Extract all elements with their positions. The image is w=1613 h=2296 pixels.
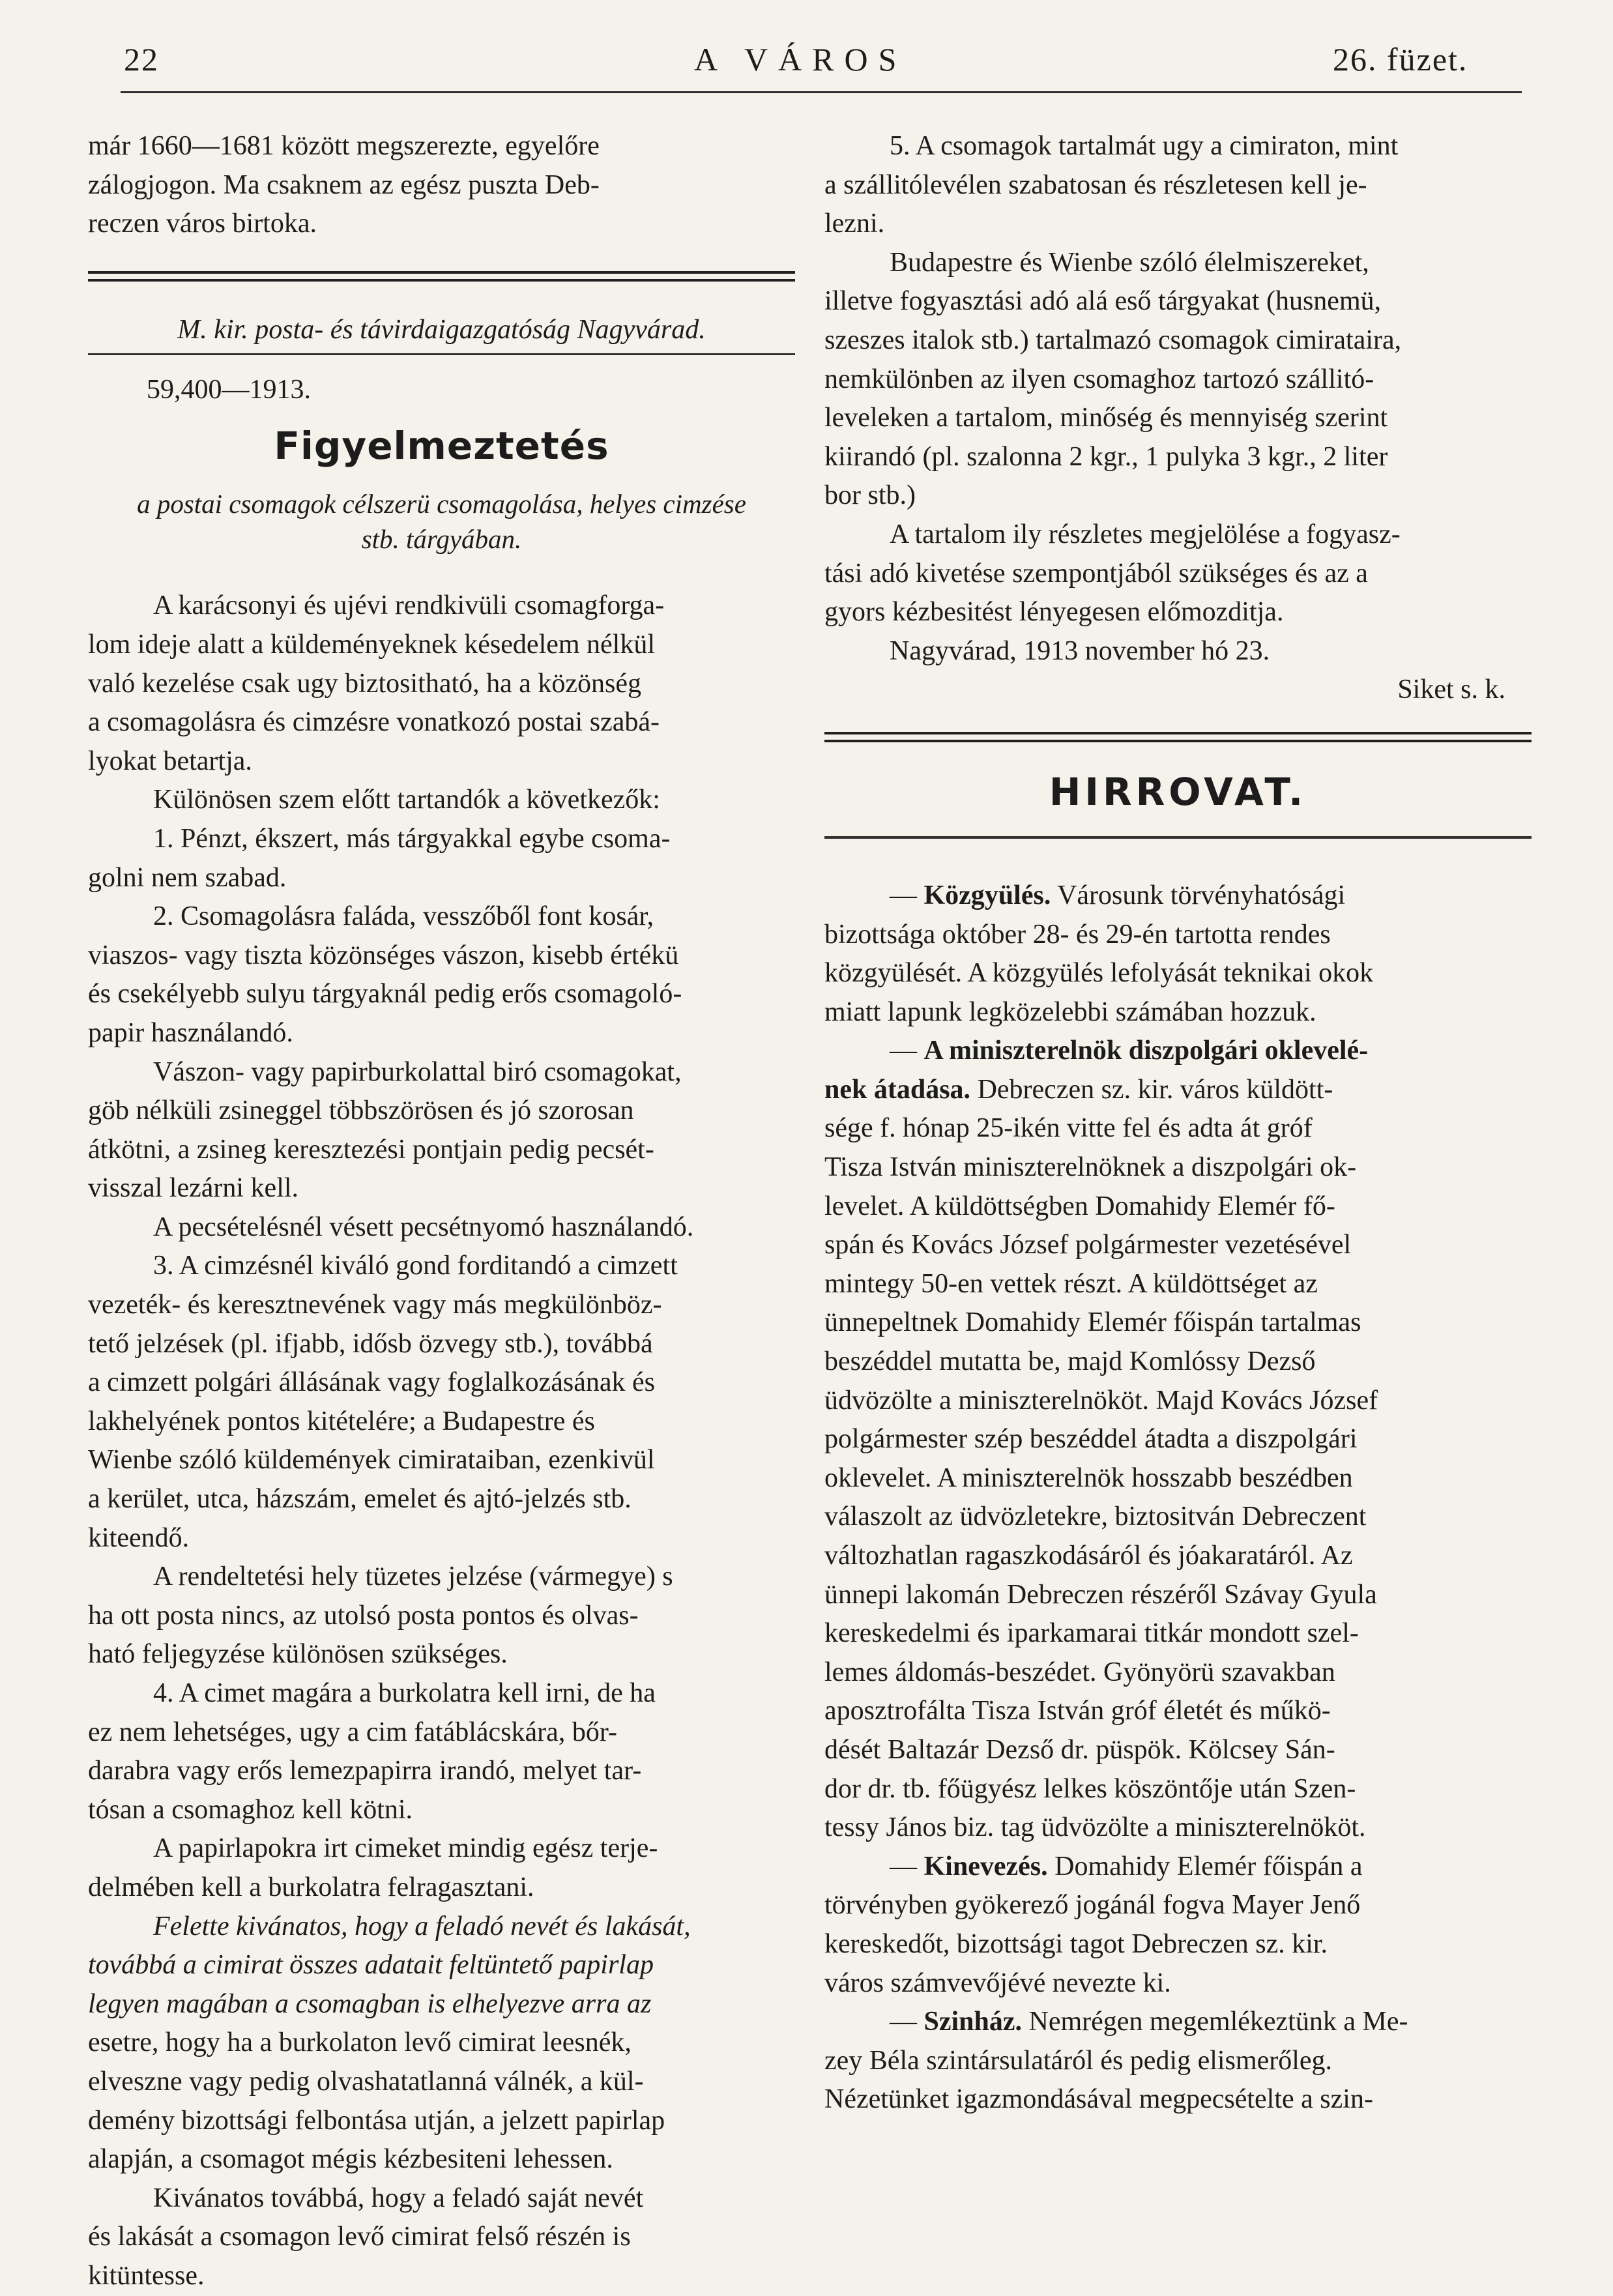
text-line: Wienbe szóló küldemények cimirataiban, ezenkivül bbox=[88, 1445, 655, 1475]
text-line: lakhelyének pontos kitételére; a Budapestre és bbox=[88, 1406, 595, 1436]
notice-headline: Figyelmeztetés bbox=[274, 424, 609, 469]
text-line: bor stb.) bbox=[824, 480, 916, 511]
notice-body bbox=[88, 587, 795, 2295]
double-rule bbox=[88, 271, 795, 283]
text-line: átkötni, a zsineg keresztezési pontjain pedig pecsét- bbox=[88, 1134, 654, 1165]
text-line: tessy János biz. tag üdvözölte a miniszterelnököt. bbox=[824, 1812, 1366, 1843]
text-line: golni nem szabad. bbox=[88, 862, 287, 893]
left-column bbox=[88, 127, 795, 2296]
text-line: a kerület, utca, házszám, emelet és ajtó-jelzés stb. bbox=[88, 1484, 632, 1515]
text-line: elveszne vagy pedig olvashatatlanná válnék, a kül- bbox=[88, 2066, 644, 2097]
notice-paragraph bbox=[88, 897, 795, 1053]
issue-number: 26. füzet. bbox=[1333, 41, 1468, 78]
text-line: zey Béla szintársulatáról és pedig elismerőleg. bbox=[824, 2045, 1333, 2076]
text-line: a cimzett polgári állásának vagy foglalkozásának és bbox=[88, 1367, 655, 1398]
intro-paragraph bbox=[88, 127, 795, 244]
notice-paragraph bbox=[88, 587, 795, 781]
news-title: Közgyülés. bbox=[923, 880, 1051, 910]
text-line: a csomagolásra és cimzésre vonatkozó postai szabá- bbox=[88, 707, 660, 738]
text-line: bizottsága október 28- és 29-én tartotta rendes bbox=[824, 919, 1331, 950]
text-line: sége f. hónap 25-ikén vitte fel és adta át gróf bbox=[824, 1113, 1313, 1144]
text-line: Nézetünket igazmondásával megpecsételte a szin- bbox=[824, 2084, 1373, 2115]
text-line: levelet. A küldöttségben Domahidy Elemér fő- bbox=[824, 1191, 1335, 1221]
text-line: viaszos- vagy tiszta közönséges vászon, kisebb értékü bbox=[88, 940, 679, 970]
institution-rule bbox=[88, 353, 795, 355]
text-line: a szállitólevélen szabatosan és részletesen kell je- bbox=[824, 169, 1367, 200]
section-rule bbox=[824, 732, 1532, 744]
notice-paragraph bbox=[88, 1247, 795, 1558]
notice-paragraph bbox=[824, 127, 1532, 244]
text-line: üdvözölte a miniszterelnököt. Majd Kovács József bbox=[824, 1385, 1378, 1416]
text-line: spán és Kovács József polgármester vezetésével bbox=[824, 1230, 1352, 1260]
text-line: Kivánatos továbbá, hogy a feladó saját nevét bbox=[153, 2183, 644, 2213]
news-title: Kinevezés. bbox=[923, 1851, 1048, 1882]
notice-subtitle bbox=[88, 486, 795, 557]
dateline: Nagyvárad, 1913 november hó 23. bbox=[890, 635, 1270, 666]
intro-line: már 1660—1681 között megszerezte, egyelőre bbox=[88, 131, 600, 161]
text-line: 5. A csomagok tartalmát ugy a cimiraton, mint bbox=[890, 131, 1399, 161]
text-line: polgármester szép beszéddel átadta a diszpolgári bbox=[824, 1424, 1358, 1455]
text-line: 3. A cimzésnél kiváló gond forditandó a cimzett bbox=[153, 1251, 678, 1281]
notice-paragraph bbox=[88, 1558, 795, 1674]
notice-paragraph bbox=[88, 2179, 795, 2296]
text-line: ható feljegyzése különösen szükséges. bbox=[88, 1639, 508, 1670]
news-item: — Közgyülés. Városunk törvényhatósági bizottsága október 28- és 29-én tartotta rendes közgyülését. A közgyülés lefolyását teknikai okok miatt lapunk legközelebbi számában hozzuk. bbox=[824, 880, 1374, 1027]
right-column bbox=[824, 127, 1532, 2119]
text-line: kitüntesse. bbox=[88, 2260, 205, 2291]
text-line: és csekélyebb sulyu tárgyaknál pedig erős csomagoló- bbox=[88, 979, 682, 1010]
notice-paragraph bbox=[824, 244, 1532, 516]
text-line: tási adó kivetése szempontjából szükséges és az a bbox=[824, 558, 1368, 589]
text-line: változhatlan ragaszkodásáról és jóakaratáról. Az bbox=[824, 1541, 1353, 1571]
text-line: delmében kell a burkolatra felragasztani. bbox=[88, 1872, 534, 1902]
text-line: tető jelzések (pl. ifjabb, idősb özvegy stb.), továbbá bbox=[88, 1328, 653, 1359]
text-line: gyors kézbesitést lényegesen előmozditja. bbox=[824, 597, 1284, 628]
notice-paragraph bbox=[88, 1053, 795, 1208]
text-line: ünnepi lakomán Debreczen részéről Szávay Gyula bbox=[824, 1579, 1377, 1610]
text-line: 1. Pénzt, ékszert, más tárgyakkal egybe csoma- bbox=[153, 823, 671, 854]
text-line: miatt lapunk legközelebbi számában hozzuk. bbox=[824, 996, 1316, 1027]
text-line: visszal lezárni kell. bbox=[88, 1173, 299, 1204]
intro-line: zálogjogon. Ma csaknem az egész puszta Deb- bbox=[88, 169, 600, 200]
text-line: 4. A cimet magára a burkolatra kell irni, de ha bbox=[153, 1678, 656, 1708]
text-line: válaszolt az üdvözletekre, biztositván Debreczent bbox=[824, 1502, 1367, 1532]
text-line: legyen magában a csomagban is elhelyezve arra az bbox=[88, 1988, 652, 2019]
notice-paragraph bbox=[88, 1674, 795, 1829]
notice-paragraph bbox=[88, 781, 795, 820]
text-line: ünnepeltnek Domahidy Elemér főispán tartalmas bbox=[824, 1307, 1361, 1338]
text-line: Városunk törvényhatósági bbox=[1057, 880, 1346, 910]
text-line: papir használandó. bbox=[88, 1017, 293, 1048]
text-line: Tisza István miniszterelnöknek a diszpolgári ok- bbox=[824, 1152, 1357, 1183]
news-title: nek átadása. bbox=[824, 1074, 971, 1105]
text-line: Debreczen sz. kir. város küldött- bbox=[977, 1074, 1333, 1105]
text-line: kereskedelmi és iparkamarai titkár mondott szel- bbox=[824, 1618, 1359, 1649]
text-line: lyokat betartja. bbox=[88, 746, 252, 776]
text-line: esetre, hogy ha a burkolaton levő cimirat leesnék, bbox=[88, 2027, 632, 2058]
text-line: kiteendő. bbox=[88, 1522, 190, 1553]
text-line: oklevelet. A miniszterelnök hosszabb beszédben bbox=[824, 1462, 1353, 1493]
intro-line: reczen város birtoka. bbox=[88, 209, 317, 239]
text-line: vezeték- és keresztnevének vagy más megkülönböz- bbox=[88, 1290, 662, 1320]
text-line: göb nélküli zsineggel többszörösen és jó szorosan bbox=[88, 1096, 634, 1126]
text-line: Nemrégen megemlékeztünk a Me- bbox=[1028, 2007, 1408, 2037]
news-item: — A miniszterelnök diszpolgári oklevelé- nek átadása. Debreczen sz. kir. város küldött- sége f. hónap 25-ikén vitte fel és adta át gróf Tisza István miniszterelnöknek a diszpolgári ok- levelet. A küldöttségben Domahidy Elemér fő- spán és Kovács József polgármester vezetésével mintegy 50-en vettek részt. A küldöttséget az ünnepeltnek Domahidy Elemér főispán tartalmas beszéddel mutatta be, majd Komlóssy Dezső üdvözölte a miniszterelnököt. Majd Kovács József polgármester szép beszéddel átadta a diszpolgári oklevelet. A miniszterelnök hosszabb beszédben válaszolt az üdvözletekre, biztositván Debreczent változhatlan ragaszkodásáról és jóakaratáról. Az ünnepi lakomán Debreczen részéről Szávay Gyula kereskedelmi és iparkamarai titkár mondott szel- lemes áldomás-beszédet. Gyönyörü szavakban aposztrofálta Tisza István gróf életét és műkö- dését Baltazár Dezső dr. püspök. Kölcsey Sán- dor dr. tb. főügyész lelkes köszöntője után Szen- tessy János biz. tag üdvözölte a miniszterelnököt. bbox=[824, 1036, 1378, 1843]
text-line: beszéddel mutatta be, majd Komlóssy Dezső bbox=[824, 1346, 1316, 1377]
news-item: — Szinház. Nemrégen megemlékeztünk a Me- zey Béla szintársulatáról és pedig elismerőleg. Nézetünket igazmondásával megpecsételte a szin- bbox=[824, 2007, 1408, 2115]
text-line: A tartalom ily részletes megjelölése a fogyasz- bbox=[890, 519, 1401, 549]
notice-paragraph bbox=[88, 1908, 795, 2179]
text-line: való kezelése csak ugy biztositható, ha a közönség bbox=[88, 668, 642, 699]
text-line: A karácsonyi és ujévi rendkivüli csomagforga- bbox=[153, 590, 665, 621]
text-line: város számvevőjévé nevezte ki. bbox=[824, 1968, 1171, 1998]
text-line: lemes áldomás-beszédet. Gyönyörü szavakban bbox=[824, 1657, 1335, 1687]
subtitle-line: stb. tárgyában. bbox=[361, 524, 522, 555]
text-line: illetve fogyasztási adó alá eső tárgyakat (husnemü, bbox=[824, 286, 1382, 317]
text-line: Domahidy Elemér főispán a bbox=[1054, 1851, 1363, 1882]
reference-number: 59,400—1913. bbox=[147, 374, 311, 405]
text-line: lezni. bbox=[824, 209, 885, 239]
text-line: darabra vagy erős lemezpapirra irandó, melyet tar- bbox=[88, 1756, 642, 1786]
subtitle-line: a postai csomagok célszerü csomagolása, helyes cimzése bbox=[137, 489, 746, 519]
text-line: 2. Csomagolásra faláda, vesszőből font kosár, bbox=[153, 901, 654, 932]
notice-paragraph bbox=[824, 516, 1532, 632]
notice-paragraph bbox=[88, 820, 795, 897]
text-line: Különösen szem előtt tartandók a következők: bbox=[153, 785, 660, 815]
text-line: kiirandó (pl. szalonna 2 kgr., 1 pulyka 3 kgr., 2 liter bbox=[824, 441, 1388, 472]
page-number: 22 bbox=[124, 41, 159, 78]
news-title: A miniszterelnök diszpolgári oklevelé- bbox=[923, 1036, 1369, 1066]
text-line: A rendeltetési hely tüzetes jelzése (vármegye) s bbox=[153, 1562, 673, 1592]
text-line: demény bizottsági felbontása utján, a jelzett papirlap bbox=[88, 2105, 665, 2136]
notice-paragraph bbox=[88, 1208, 795, 1247]
text-line: továbbá a cimirat összes adatait feltüntető papirlap bbox=[88, 1950, 654, 1981]
text-line: Felette kivánatos, hogy a feladó nevét és lakását, bbox=[153, 1911, 691, 1941]
text-line: mintegy 50-en vettek részt. A küldöttséget az bbox=[824, 1268, 1318, 1299]
header-rule bbox=[121, 91, 1522, 93]
text-line: nemkülönben az ilyen csomaghoz tartozó szállitó- bbox=[824, 364, 1374, 394]
text-line: és lakását a csomagon levő cimirat felső részén is bbox=[88, 2222, 631, 2252]
notice-paragraph bbox=[88, 1829, 795, 1907]
text-line: dor dr. tb. főügyész lelkes köszöntője után Szen- bbox=[824, 1773, 1356, 1804]
text-line: dését Baltazár Dezső dr. püspök. Kölcsey Sán- bbox=[824, 1734, 1335, 1765]
text-line: aposztrofálta Tisza István gróf életét és műkö- bbox=[824, 1696, 1331, 1726]
news-list bbox=[824, 877, 1532, 2119]
text-line: közgyülését. A közgyülés lefolyását teknikai okok bbox=[824, 958, 1374, 989]
section-title-rule bbox=[824, 836, 1532, 839]
text-line: lom ideje alatt a küldeményeknek késedelem nélkül bbox=[88, 629, 656, 660]
text-line: leveleken a tartalom, minőség és mennyiség szerint bbox=[824, 403, 1388, 433]
section-title: HIRROVAT. bbox=[1049, 769, 1307, 814]
text-line: szeszes italok stb.) tartalmazó csomagok cimirataira, bbox=[824, 325, 1402, 355]
text-line: tósan a csomaghoz kell kötni. bbox=[88, 1794, 413, 1825]
text-line: ha ott posta nincs, az utolsó posta pontos és olvas- bbox=[88, 1600, 639, 1631]
text-line: A pecsételésnél vésett pecsétnyomó használandó. bbox=[153, 1212, 694, 1242]
text-line: Vászon- vagy papirburkolattal biró csomagokat, bbox=[153, 1056, 682, 1087]
text-line: kereskedőt, bizottsági tagot Debreczen sz. kir. bbox=[824, 1928, 1328, 1959]
signature: Siket s. k. bbox=[1397, 675, 1505, 705]
text-line: törvényben gyökerező jogánál fogva Mayer Jenő bbox=[824, 1890, 1361, 1921]
text-line: alapján, a csomagot mégis kézbesiteni lehessen. bbox=[88, 2144, 613, 2175]
text-line: A papirlapokra irt cimeket mindig egész terje- bbox=[153, 1833, 658, 1864]
text-line: Budapestre és Wienbe szóló élelmiszereket, bbox=[890, 247, 1369, 278]
text-line: ez nem lehetséges, ugy a cim fatáblácskára, bőr- bbox=[88, 1717, 617, 1747]
journal-title: A VÁROS bbox=[694, 41, 907, 78]
news-title: Szinház. bbox=[923, 2007, 1023, 2037]
notice-continuation bbox=[824, 127, 1532, 632]
news-item: — Kinevezés. Domahidy Elemér főispán a törvényben gyökerező jogánál fogva Mayer Jenő kereskedőt, bizottsági tagot Debreczen sz. kir. város számvevőjévé nevezte ki. bbox=[824, 1851, 1363, 1998]
institution-line: M. kir. posta- és távirdaigazgatóság Nagyvárad. bbox=[177, 314, 706, 345]
